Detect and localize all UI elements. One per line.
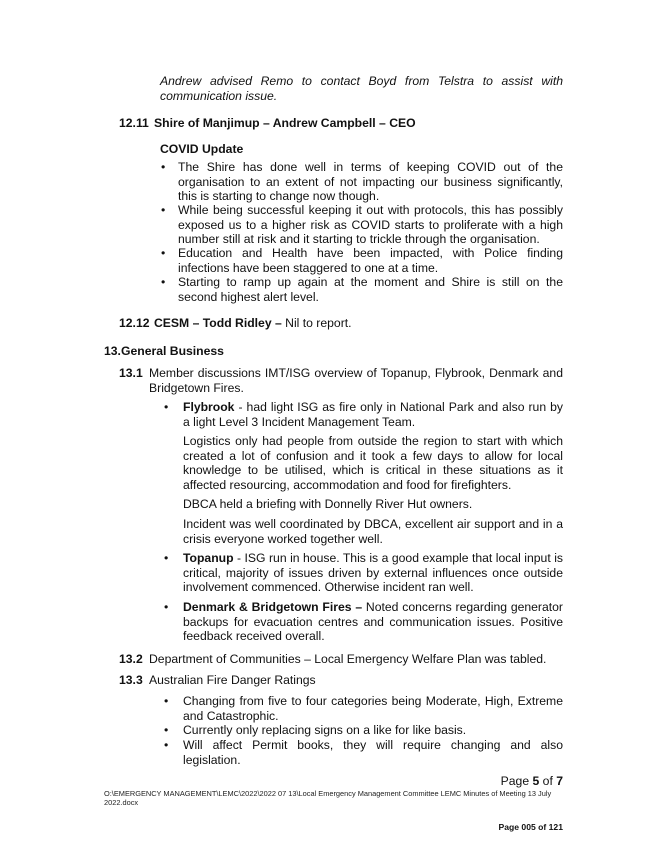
list-item: The Shire has done well in terms of keeping COVID out of the organisation to an extent of not impacting our business significantly, this is starting to change now though. [178, 160, 563, 204]
item-label: Topanup [183, 551, 234, 565]
list-item [183, 600, 563, 644]
file-path: O:\EMERGENCY MANAGEMENT\LEMC\2022\2022 07 13\Local Emergency Management Committee LEMC Minutes of Meeting 13 July 2022.docx [104, 789, 552, 807]
bullet-glyph: • [161, 246, 166, 260]
list-item: Currently only replacing signs on a like for like basis. [183, 723, 467, 737]
section-number: 13.3 [119, 673, 143, 687]
section-number: 13.2 [119, 652, 143, 666]
section-text: Member discussions IMT/ISG overview of Topanup, Flybrook, Denmark and Bridgetown Fires. [149, 366, 563, 395]
bullet-glyph: • [161, 203, 166, 217]
item-label: Denmark & Bridgetown Fires – [183, 600, 363, 614]
list-item [183, 551, 563, 595]
page-number [400, 774, 563, 789]
page-label: Page [500, 774, 533, 788]
section-note: Nil to report. [281, 316, 352, 330]
item-text: Noted concerns regarding generator backups for evacuation centres and communication issues. Positive feedback received overall. [183, 600, 563, 644]
bullet-glyph: • [161, 160, 166, 174]
bullet-glyph: • [164, 551, 169, 565]
page-current: 5 [532, 774, 540, 788]
item-text: - had light ISG as fire only in National Park and also run by a light Level 3 Incident Management Team. [183, 400, 563, 429]
section-number: 13.1 [119, 366, 143, 380]
document-page-number: Page 005 of 121 [498, 822, 563, 832]
paragraph: DBCA held a briefing with Donnelly River Hut owners. [183, 497, 473, 511]
subheading: COVID Update [160, 142, 244, 156]
section-title: Shire of Manjimup – Andrew Campbell – CEO [154, 116, 416, 130]
item-label: Flybrook [183, 400, 235, 414]
list-item [183, 400, 563, 429]
list-item: Starting to ramp up again at the moment and Shire is still on the second highest alert level. [178, 275, 563, 304]
section-title: CESM – Todd Ridley – [154, 316, 282, 330]
list-item: While being successful keeping it out with protocols, this has possibly exposed us to a higher risk as COVID starts to proliferate with a high number still at risk and it starting to trickle through the organisation. [178, 203, 563, 247]
section-number: 12.12 [119, 316, 150, 330]
page-total: 7 [556, 774, 563, 788]
paragraph: Incident was well coordinated by DBCA, excellent air support and in a crisis everyone worked together well. [183, 517, 563, 546]
list-item: Changing from five to four categories being Moderate, High, Extreme and Catastrophic. [183, 694, 563, 723]
list-item: Education and Health have been impacted, with Police finding infections have been staggered to one at a time. [178, 246, 563, 275]
section-text: Department of Communities – Local Emergency Welfare Plan was tabled. [149, 652, 547, 666]
bullet-glyph: • [164, 738, 169, 752]
list-item: Will affect Permit books, they will require changing and also legislation. [183, 738, 563, 767]
section-text: Australian Fire Danger Ratings [149, 673, 316, 687]
paragraph: Logistics only had people from outside the region to start with which created a lot of confusion and it took a few days to allow for local knowledge to be utilised, which is critical in these situations as it affected resourcing, accommodation and food for firefighters. [183, 434, 563, 492]
bullet-glyph: • [164, 723, 169, 737]
bullet-glyph: • [164, 400, 169, 414]
bullet-glyph: • [164, 600, 169, 614]
page-of-label: of [539, 774, 557, 788]
bullet-glyph: • [164, 694, 169, 708]
item-text: - ISG run in house. This is a good example that local input is critical, majority of issues driven by external influences once outside involvement commenced. Otherwise incident ran well. [183, 551, 563, 595]
bullet-glyph: • [161, 275, 166, 289]
intro-note: Andrew advised Remo to contact Boyd from Telstra to assist with communication issue. [160, 74, 563, 103]
section-number: 12.11 [119, 116, 149, 130]
section-title: General Business [121, 344, 224, 358]
section-number: 13. [104, 344, 121, 358]
